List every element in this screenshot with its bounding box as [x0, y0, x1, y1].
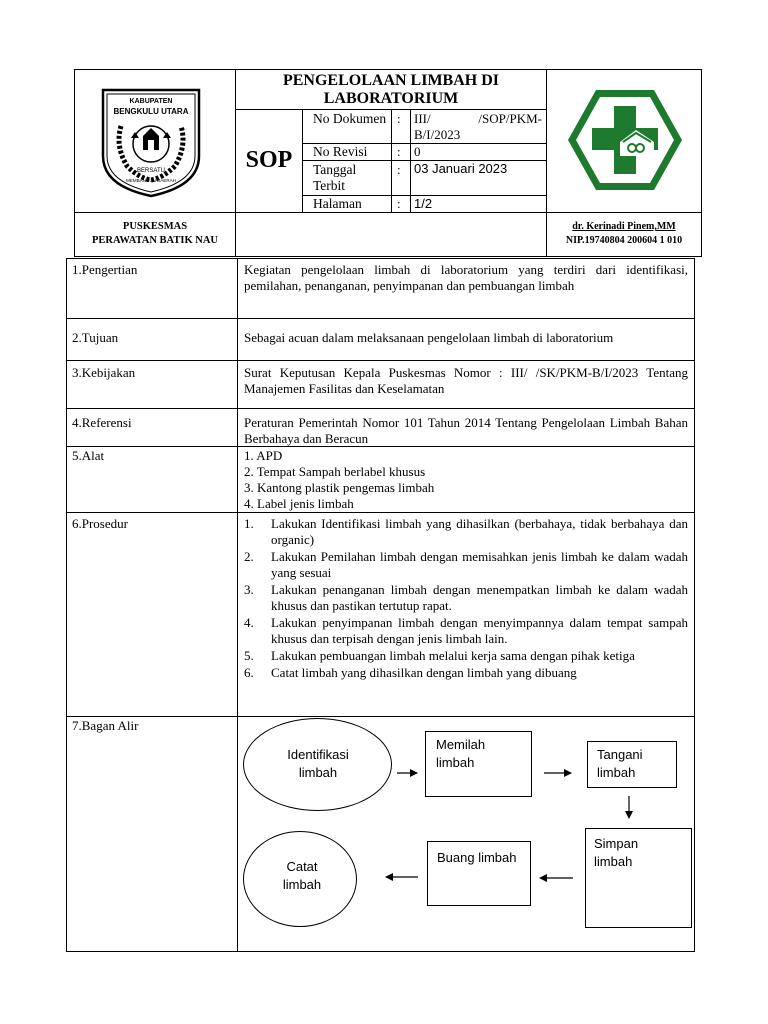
text-tujuan: Sebagai acuan dalam melaksanaan pengelolaan limbah di laboratorium	[244, 330, 614, 345]
label-bagan-alir: 7.Bagan Alir	[72, 718, 139, 733]
label-kebijakan: 3.Kebijakan	[72, 365, 136, 380]
step-number: 5.	[244, 648, 254, 663]
flow-node-simpan-label: Simpan limbah	[594, 836, 639, 869]
alat-item: 4. Label jenis limbah	[244, 496, 354, 511]
meta-value-no-revisi: 0	[414, 144, 421, 159]
meta-value-halaman: 1/2	[414, 196, 433, 211]
meta-label-tanggal-terbit: Tanggal Terbit	[313, 162, 357, 193]
meta-colon: :	[397, 196, 401, 211]
text-pengertian: Kegiatan pengelolaan limbah di laboratorium yang terdiri dari identifikasi, pemilahan, penanganan, penyimpanan dan pembuangan limbah	[244, 262, 688, 293]
alat-item: 3. Kantong plastik pengemas limbah	[244, 480, 435, 495]
meta-colon: :	[397, 144, 401, 159]
step-text: Catat limbah yang dihasilkan dengan limbah yang dibuang	[271, 665, 577, 680]
label-prosedur: 6.Prosedur	[72, 516, 128, 531]
signer-name: dr. Kerinadi Pinem,MM	[572, 221, 676, 232]
meta-value-tanggal-terbit: 03 Januari 2023	[414, 161, 508, 176]
meta-label-no-dokumen: No Dokumen	[313, 111, 387, 126]
logo-top-text: KABUPATEN	[129, 98, 173, 105]
flow-node-identifikasi-label: Identifikasi limbah	[287, 747, 349, 780]
label-pengertian: 1.Pengertian	[72, 262, 138, 277]
sop-label: SOP	[245, 147, 293, 173]
signer-nip: NIP.19740804 200604 1 010	[565, 235, 683, 246]
meta-colon: :	[397, 162, 401, 177]
meta-label-halaman: Halaman	[313, 196, 362, 211]
label-tujuan: 2.Tujuan	[72, 330, 119, 345]
org-line-2: PERAWATAN BATIK NAU	[91, 235, 218, 246]
title-line-2: LABORATORIUM	[323, 90, 459, 107]
step-text: Lakukan penanganan limbah dengan menempatkan limbah ke dalam wadah khusus dan pastikan tertutup rapat.	[271, 582, 688, 613]
step-number: 6.	[244, 665, 254, 680]
meta-value-no-dokumen: III/ /SOP/PKM-B/I/2023	[414, 111, 542, 142]
flow-node-tangani-label: Tangani limbah	[597, 747, 643, 780]
title-line-1: PENGELOLAAN LIMBAH DI	[282, 72, 500, 89]
meta-colon: :	[397, 111, 401, 126]
meta-label-no-revisi: No Revisi	[313, 144, 368, 159]
flow-node-buang-label: Buang limbah	[437, 850, 517, 865]
label-referensi: 4.Referensi	[72, 415, 132, 430]
alat-item: 1. APD	[244, 448, 283, 463]
step-text: Lakukan Pemilahan limbah dengan memisahkan jenis limbah ke dalam wadah yang sesuai	[271, 549, 688, 580]
label-alat: 5.Alat	[72, 448, 105, 463]
step-text: Lakukan penyimpanan limbah dengan menyimpannya dalam tempat sampah khusus dan terpisah dengan jenis limbah lain.	[271, 615, 688, 646]
logo-ring-text: MEMBANGUN DAERAH	[126, 178, 176, 183]
step-text: Lakukan Identifikasi limbah yang dihasilkan (berbahaya, tidak berbahaya dan organic)	[271, 516, 688, 547]
step-number: 4.	[244, 615, 254, 630]
step-number: 1.	[244, 516, 254, 531]
text-kebijakan: Surat Keputusan Kepala Puskesmas Nomor : III/ /SK/PKM-B/I/2023 Tentang Manajemen Fasilitas dan Keselamatan	[244, 365, 688, 396]
logo-motto-text: BERSATU	[137, 168, 165, 174]
step-number: 2.	[244, 549, 254, 564]
alat-item: 2. Tempat Sampah berlabel khusus	[244, 464, 426, 479]
text-referensi: Peraturan Pemerintah Nomor 101 Tahun 2014 Tentang Pengelolaan Limbah Bahan Berbahaya dan Beracun	[244, 415, 688, 446]
org-line-1: PUSKESMAS	[122, 221, 188, 232]
flow-node-catat-label: Catat limbah	[282, 859, 322, 892]
logo-region-text: BENGKULU UTARA	[113, 107, 189, 116]
step-text: Lakukan pembuangan limbah melalui kerja sama dengan pihak ketiga	[271, 648, 635, 663]
flow-node-memilah-label: Memilah limbah	[436, 737, 486, 770]
step-number: 3.	[244, 582, 254, 597]
